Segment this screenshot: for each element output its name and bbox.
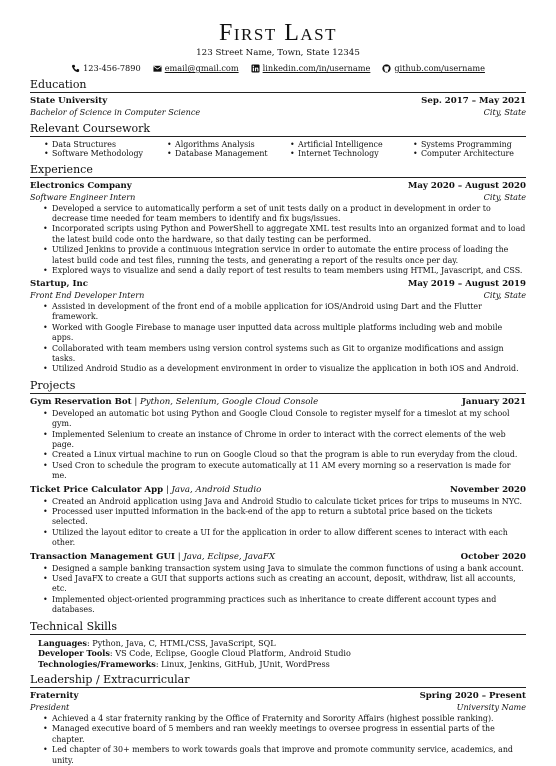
coursework-grid xyxy=(30,140,526,160)
project-tech: Java, Android Studio xyxy=(171,484,262,495)
experience-heading: Experience xyxy=(30,163,526,178)
job-entry xyxy=(30,279,526,374)
job-location: City, State xyxy=(483,290,526,301)
bullet-item: • Utilized Android Studio as a development environment in order to visualize the application in both iOS and Android. xyxy=(52,364,526,374)
bullet-item: • Implemented Selenium to create an instance of Chrome in order to interact with the correct elements of the web page. xyxy=(52,430,526,451)
project-row: Ticket Price Calculator App | Java, Android Studio November 2020 xyxy=(30,484,526,495)
job-dates: May 2019 – August 2019 xyxy=(407,279,526,290)
project-date: October 2020 xyxy=(460,551,526,562)
phone-contact xyxy=(71,62,141,74)
job-role: Front End Developer Intern xyxy=(30,290,145,301)
project-entry xyxy=(30,552,526,616)
bullet-item: • Designed a sample banking transaction system using Java to simulate the common functions of using a bank account. xyxy=(52,564,526,574)
bullet-item: • Created a Linux virtual machine to run on Google Cloud so that the program is able to run everyday from the cloud. xyxy=(52,450,526,460)
job-dates: May 2020 – August 2020 xyxy=(407,181,526,192)
job-bullets xyxy=(30,204,526,277)
bullet-item: • Worked with Google Firebase to manage user inputted data across multiple platforms including web and mobile apps. xyxy=(52,323,526,344)
project-date: January 2021 xyxy=(461,396,526,407)
bullet-item: • Explored ways to visualize and send a daily report of test results to team members using HTML, Javascript, and CSS. xyxy=(52,266,526,276)
skills-section xyxy=(30,620,526,670)
job-subrow xyxy=(30,192,526,203)
education-location: City, State xyxy=(483,107,526,117)
org-name: Fraternity xyxy=(30,691,79,702)
leadership-role: President xyxy=(30,702,70,713)
job-location: City, State xyxy=(483,192,526,203)
email-contact[interactable] xyxy=(153,62,239,74)
phone-icon xyxy=(71,64,80,73)
skill-line xyxy=(30,659,526,670)
course-item: • Data Structures xyxy=(52,140,175,150)
project-tech: Python, Selenium, Google Cloud Console xyxy=(139,396,319,407)
project-name: Transaction Management GUI xyxy=(30,551,175,562)
leadership-heading: Leadership / Extracurricular xyxy=(30,673,526,688)
leadership-location: University Name xyxy=(456,702,526,713)
bullet-item: • Used JavaFX to create a GUI that supports actions such as creating an account, deposit, withdraw, list all accounts, etc. xyxy=(52,574,526,595)
education-section xyxy=(30,78,526,118)
github-icon xyxy=(382,64,391,73)
education-heading: Education xyxy=(30,78,526,93)
github-contact[interactable] xyxy=(382,62,485,74)
job-role: Software Engineer Intern xyxy=(30,192,136,203)
school-name: State University xyxy=(30,96,108,106)
company-name: Startup, Inc xyxy=(30,279,88,290)
bullet-item: • Created an Android application using Java and Android Studio to calculate ticket prices for trips to museums in NYC. xyxy=(52,497,526,507)
skill-label: Developer Tools xyxy=(38,648,110,659)
job-bullets xyxy=(30,302,526,375)
email-icon xyxy=(153,64,162,73)
project-date: November 2020 xyxy=(449,484,526,495)
projects-section xyxy=(30,379,526,616)
course-item: • Database Management xyxy=(175,149,298,159)
course-item: • Systems Programming xyxy=(421,140,544,150)
leadership-bullets xyxy=(30,714,526,766)
education-row xyxy=(30,96,526,107)
company-name: Electronics Company xyxy=(30,181,132,192)
project-name: Gym Reservation Bot xyxy=(30,396,132,407)
skill-line xyxy=(30,648,526,659)
bullet-item: • Developed an automatic bot using Python and Google Cloud Console to register myself for a timeslot at my school gym. xyxy=(52,409,526,430)
coursework-heading: Relevant Coursework xyxy=(30,122,526,137)
coursework-section xyxy=(30,122,526,160)
project-row: Gym Reservation Bot | Python, Selenium, Google Cloud Console January 2021 xyxy=(30,396,526,407)
candidate-name: First Last xyxy=(219,20,337,46)
skills-heading: Technical Skills xyxy=(30,620,526,635)
course-item: • Computer Architecture xyxy=(421,149,544,159)
job-subrow xyxy=(30,290,526,301)
bullet-item: • Utilized the layout editor to create a UI for the application in order to allow different scenes to interact with each other. xyxy=(52,528,526,549)
project-name: Ticket Price Calculator App xyxy=(30,484,164,495)
skill-value: : Linux, Jenkins, GitHub, JUnit, WordPress xyxy=(155,658,330,669)
github-link[interactable]: github.com/username xyxy=(394,63,485,73)
job-entry xyxy=(30,181,526,276)
course-item: • Software Methodology xyxy=(52,149,175,159)
bullet-item: • Led chapter of 30+ members to work towards goals that improve and promote community service, academics, and unity. xyxy=(52,745,526,766)
project-bullets xyxy=(30,564,526,616)
course-item: • Algorithms Analysis xyxy=(175,140,298,150)
skill-value: : VS Code, Eclipse, Google Cloud Platform, Android Studio xyxy=(109,648,351,659)
resume-page xyxy=(0,20,556,765)
linkedin-icon xyxy=(251,64,260,73)
email-link[interactable]: email@gmail.com xyxy=(164,63,239,73)
bullet-item: • Implemented object-oriented programming practices such as inheritance to create different account types and databases. xyxy=(52,595,526,616)
project-row: Transaction Management GUI | Java, Eclipse, JavaFX October 2020 xyxy=(30,551,526,562)
bullet-item: • Developed a service to automatically perform a set of unit tests daily on a product in development in order to decrease time needed for team members to identify and fix bugs/issues. xyxy=(52,204,526,225)
linkedin-link[interactable]: linkedin.com/in/username xyxy=(262,63,371,73)
skill-label: Technologies/Frameworks xyxy=(38,658,156,669)
course-item: • Internet Technology xyxy=(298,149,421,159)
projects-heading: Projects xyxy=(30,379,526,394)
job-row xyxy=(30,181,526,192)
skill-value: : Python, Java, C, HTML/CSS, JavaScript, SQL xyxy=(86,637,276,648)
job-row xyxy=(30,279,526,290)
skill-label: Languages xyxy=(38,637,87,648)
education-subrow xyxy=(30,107,526,118)
bullet-item: • Used Cron to schedule the program to execute automatically at 11 AM every morning so a reservation is made for me. xyxy=(52,461,526,482)
bullet-item: • Achieved a 4 star fraternity ranking by the Office of Fraternity and Sorority Affairs (highest possible ranking). xyxy=(52,714,526,724)
phone-text: 123-456-7890 xyxy=(83,63,141,73)
bullet-item: • Collaborated with team members using version control systems such as Git to organize modifications and assign tasks. xyxy=(52,344,526,365)
project-tech: Java, Eclipse, JavaFX xyxy=(183,551,276,562)
leadership-dates: Spring 2020 – Present xyxy=(419,691,526,702)
bullet-item: • Processed user inputted information in the back-end of the app to return a subtotal price based on the tickets selected. xyxy=(52,507,526,528)
bullet-item: • Utilized Jenkins to provide a continuous integration service in order to automate the entire process of loading the latest build code and test files, running the tests, and generating a report of the results once per day. xyxy=(52,245,526,266)
education-dates: Sep. 2017 – May 2021 xyxy=(421,96,526,106)
bullet-item: • Managed executive board of 5 members and ran weekly meetings to oversee progress in essential parts of the chapter. xyxy=(52,724,526,745)
project-bullets xyxy=(30,409,526,482)
project-entry xyxy=(30,485,526,549)
course-item: • Artificial Intelligence xyxy=(298,140,421,150)
bullet-item: • Incorporated scripts using Python and PowerShell to aggregate XML test results into an organized format and to load the latest build code onto the hardware, so that daily testing can be performed. xyxy=(52,224,526,245)
linkedin-contact[interactable] xyxy=(251,62,371,74)
project-entry xyxy=(30,397,526,482)
leadership-row xyxy=(30,691,526,702)
bullet-item: • Assisted in development of the front end of a mobile application for iOS/Android using Dart and the Flutter framework. xyxy=(52,302,526,323)
leadership-subrow xyxy=(30,702,526,713)
contact-line xyxy=(30,62,526,74)
degree: Bachelor of Science in Computer Science xyxy=(30,107,201,117)
address: 123 Street Name, Town, State 12345 xyxy=(196,48,360,58)
experience-section xyxy=(30,163,526,375)
skill-line xyxy=(30,638,526,649)
project-bullets xyxy=(30,497,526,549)
